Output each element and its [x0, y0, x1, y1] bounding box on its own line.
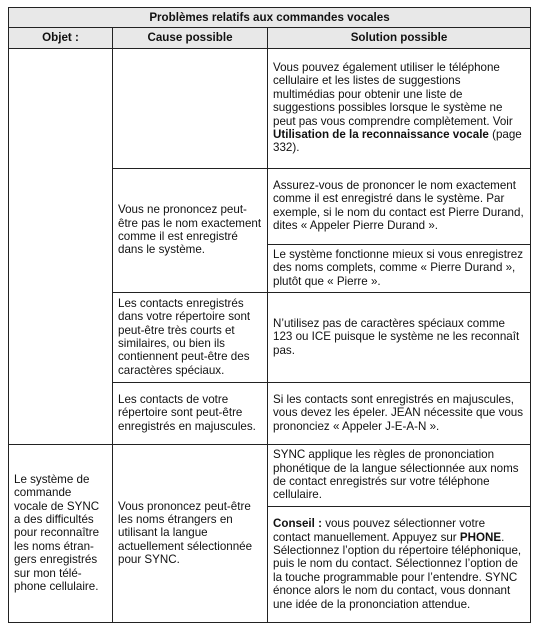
- tip-label: Conseil :: [273, 517, 322, 531]
- cause-cell-empty: [113, 48, 268, 168]
- cause-cell: Vous prononcez peut-être les noms étrangers en utilisant la langue actuellement sélectionnée pour SYNC.: [113, 445, 268, 623]
- cause-cell: Vous ne prononcez peut-être pas le nom exactement comme il est enregistré dans le système.: [113, 168, 268, 292]
- table-row: [9, 445, 531, 507]
- solution-cell: Conseil : vous pouvez sélectionner votre contact manuellement. Appuyez sur PHONE. Sélectionnez l’option du répertoire téléphonique, puis le nom du contact. Sélectionnez l’option de la touche programmable pour l’entendre. SYNC énonce alors le nom du contact, vous donnant une idée de la prononciation attendue.: [268, 507, 531, 623]
- table-header-row: [9, 28, 531, 48]
- cross-reference: Utilisation de la reconnaissance vocale: [273, 127, 489, 141]
- header-object: Objet :: [9, 28, 113, 48]
- cause-cell: Les contacts enregistrés dans votre répertoire sont peut-être très courts et similaires, ou bien ils contiennent peut-être des caractères spéciaux.: [113, 293, 268, 383]
- cause-cell: Les contacts de votre répertoire sont peut-être enregistrés en majuscules.: [113, 383, 268, 445]
- phone-key-label: PHONE: [459, 530, 502, 544]
- troubleshooting-table: [8, 7, 531, 623]
- solution-cell: N’utilisez pas de caractères spéciaux comme 123 ou ICE puisque le système ne les reconnaît pas.: [268, 293, 531, 383]
- table-title: Problèmes relatifs aux commandes vocales: [9, 8, 531, 28]
- header-solution: Solution possible: [268, 28, 531, 48]
- solution-cell: SYNC applique les règles de prononciation phonétique de la langue sélectionnée aux noms de contact enregistrés sur votre téléphone cellulaire.: [268, 445, 531, 507]
- voice-command-troubleshooting: [8, 7, 530, 623]
- solution-cell: Vous pouvez également utiliser le téléphone cellulaire et les listes de suggestions multimédias pour obtenir une liste de suggestions possibles lorsque le système ne peut pas vous comprendre complètement. Voir Utilisation de la reconnaissance vocale (page 332).: [268, 48, 531, 168]
- solution-cell: Si les contacts sont enregistrés en majuscules, vous devez les épeler. JEAN nécessite que vous prononciez « Appeler J-E-A-N ».: [268, 383, 531, 445]
- solution-cell: Assurez-vous de prononcer le nom exactement comme il est enregistré dans le système. Par exemple, si le nom du contact est Pierre Durand, dites « Appeler Pierre Durand ».: [268, 168, 531, 244]
- header-cause: Cause possible: [113, 28, 268, 48]
- object-cell-empty: [9, 48, 113, 444]
- table-title-row: [9, 8, 531, 28]
- object-cell: Le système de commande vocale de SYNC a des difficultés pour reconnaître les noms étrangers enregistrés sur mon téléphone cellulaire.: [9, 445, 113, 623]
- solution-cell: Le système fonctionne mieux si vous enregistrez des noms complets, comme « Pierre Durand », plutôt que « Pierre ».: [268, 244, 531, 292]
- table-row: [9, 48, 531, 168]
